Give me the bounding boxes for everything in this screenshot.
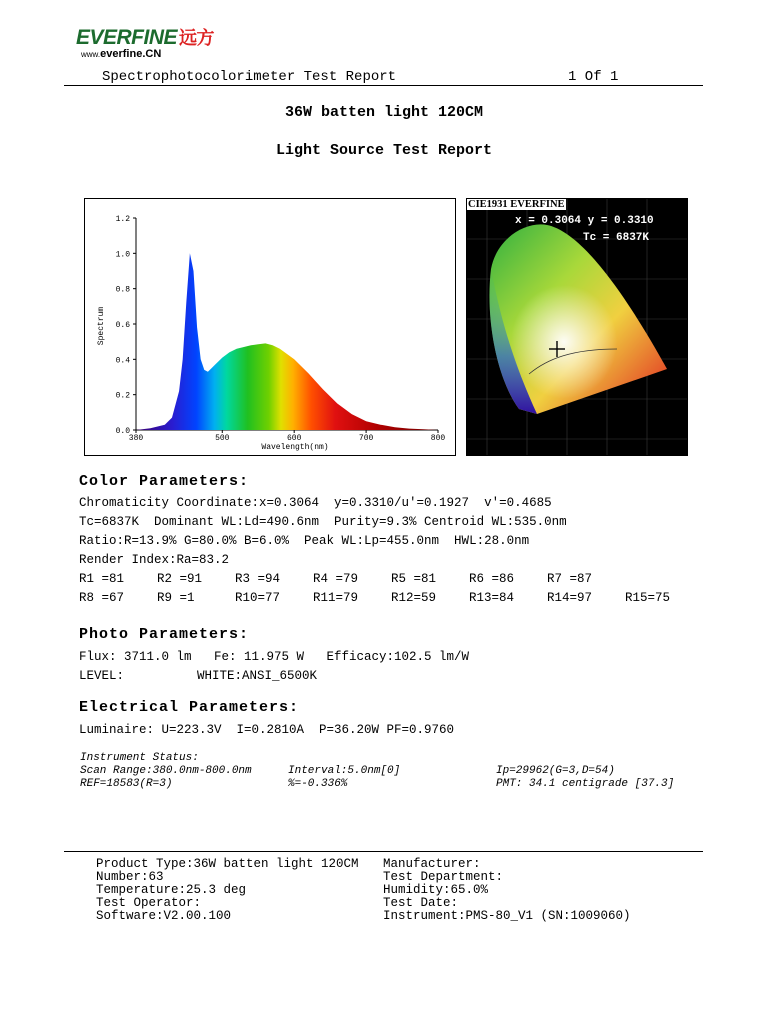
x-tick-label: 800 [430,434,446,443]
render-index-value: R7 =87 [547,572,593,586]
electrical-parameters-heading: Electrical Parameters: [79,699,300,716]
render-index-value: R3 =94 [235,572,281,586]
ratio-line: Ratio:R=13.9% G=80.0% B=6.0% Peak WL:Lp=455.0nm HWL:28.0nm [79,534,530,548]
render-index-value: R1 =81 [79,572,125,586]
render-index-value: R8 =67 [79,591,125,605]
color-parameters-heading: Color Parameters: [79,473,250,490]
render-index-value: R14=97 [547,591,593,605]
render-index-value: R13=84 [469,591,515,605]
logo-brand: EVERFINE [76,26,178,49]
header-divider [64,85,703,86]
footer-field: Temperature:25.3 deg [96,883,247,897]
x-tick-label: 600 [286,434,302,443]
y-tick-label: 0.8 [115,285,130,295]
y-tick-label: 1.0 [115,250,130,260]
cie-color-temperature: Tc = 6837K [583,232,650,244]
report-title: Light Source Test Report [275,142,493,159]
footer-field: Test Date: [383,896,459,910]
render-index-value: R10=77 [235,591,281,605]
spectrum-chart-frame [84,198,456,456]
x-axis-label: Wavelength(nm) [261,443,329,452]
render-index-value: R2 =91 [157,572,203,586]
page-number: 1 Of 1 [568,69,619,85]
scan-interval: Interval:5.0nm[0] [288,765,401,777]
percent-value: %=-0.336% [288,778,348,790]
render-index-value: R6 =86 [469,572,515,586]
render-index-value: R5 =81 [391,572,437,586]
cie-diagram [466,198,688,456]
render-index-value: R11=79 [313,591,359,605]
footer-field: Test Department: [383,870,504,884]
scan-range: Scan Range:380.0nm-800.0nm [80,765,252,777]
footer-field: Number:63 [96,870,164,884]
y-axis-label: Spectrum [97,306,106,346]
ip-value: Ip=29962(G=3,D=54) [496,765,615,777]
footer-field: Humidity:65.0% [383,883,489,897]
flux-line: Flux: 3711.0 lm Fe: 11.975 W Efficacy:102.5 lm/W [79,650,470,664]
color-temperature-line: Tc=6837K Dominant WL:Ld=490.6nm Purity=9.3% Centroid WL:535.0nm [79,515,567,529]
level-value: WHITE:ANSI_6500K [197,669,318,683]
chromaticity-line: Chromaticity Coordinate:x=0.3064 y=0.3310/u'=0.1927 v'=0.4685 [79,496,552,510]
photo-parameters-heading: Photo Parameters: [79,626,250,643]
footer-divider [64,851,703,852]
y-tick-label: 1.2 [115,215,130,224]
pmt-value: PMT: 34.1 centigrade [37.3] [496,778,675,790]
x-tick-label: 380 [128,434,144,443]
render-index-value: R15=75 [625,591,671,605]
y-tick-label: 0.0 [115,427,130,436]
product-title: 36W batten light 120CM [284,104,484,121]
footer-field: Instrument:PMS-80_V1 (SN:1009060) [383,909,631,923]
logo-url-prefix: www. [81,50,101,59]
luminaire-line: Luminaire: U=223.3V I=0.2810A P=36.20W PF=0.9760 [79,723,455,737]
logo-url [81,48,161,60]
report-header-title: Spectrophotocolorimeter Test Report [102,69,397,85]
render-index-value: R12=59 [391,591,437,605]
render-index-value: R4 =79 [313,572,359,586]
footer-field: Product Type:36W batten light 120CM [96,857,359,871]
y-tick-label: 0.2 [115,391,130,401]
footer-field: Software:V2.00.100 [96,909,232,923]
instrument-status-label: Instrument Status: [80,752,199,764]
everfine-logo [76,24,214,50]
logo-url-main: everfine.CN [100,48,162,60]
ref-value: REF=18583(R=3) [80,778,173,790]
render-index-line: Render Index:Ra=83.2 [79,553,230,567]
cie-title: CIE1931 EVERFINE [468,199,565,210]
cie-chromaticity-plot [467,199,687,455]
render-index-value: R9 =1 [157,591,195,605]
level-label: LEVEL: [79,669,125,683]
logo-brand-cn: 远方 [179,28,215,48]
footer-field: Test Operator: [96,896,202,910]
cie-coordinates: x = 0.3064 y = 0.3310 [515,215,654,227]
y-tick-label: 0.6 [115,321,130,330]
y-tick-label: 0.4 [115,356,130,366]
x-tick-label: 500 [215,434,230,443]
spectrum-area [136,253,438,430]
footer-field: Manufacturer: [383,857,481,871]
spectrum-chart [85,199,455,455]
x-tick-label: 700 [358,434,374,443]
